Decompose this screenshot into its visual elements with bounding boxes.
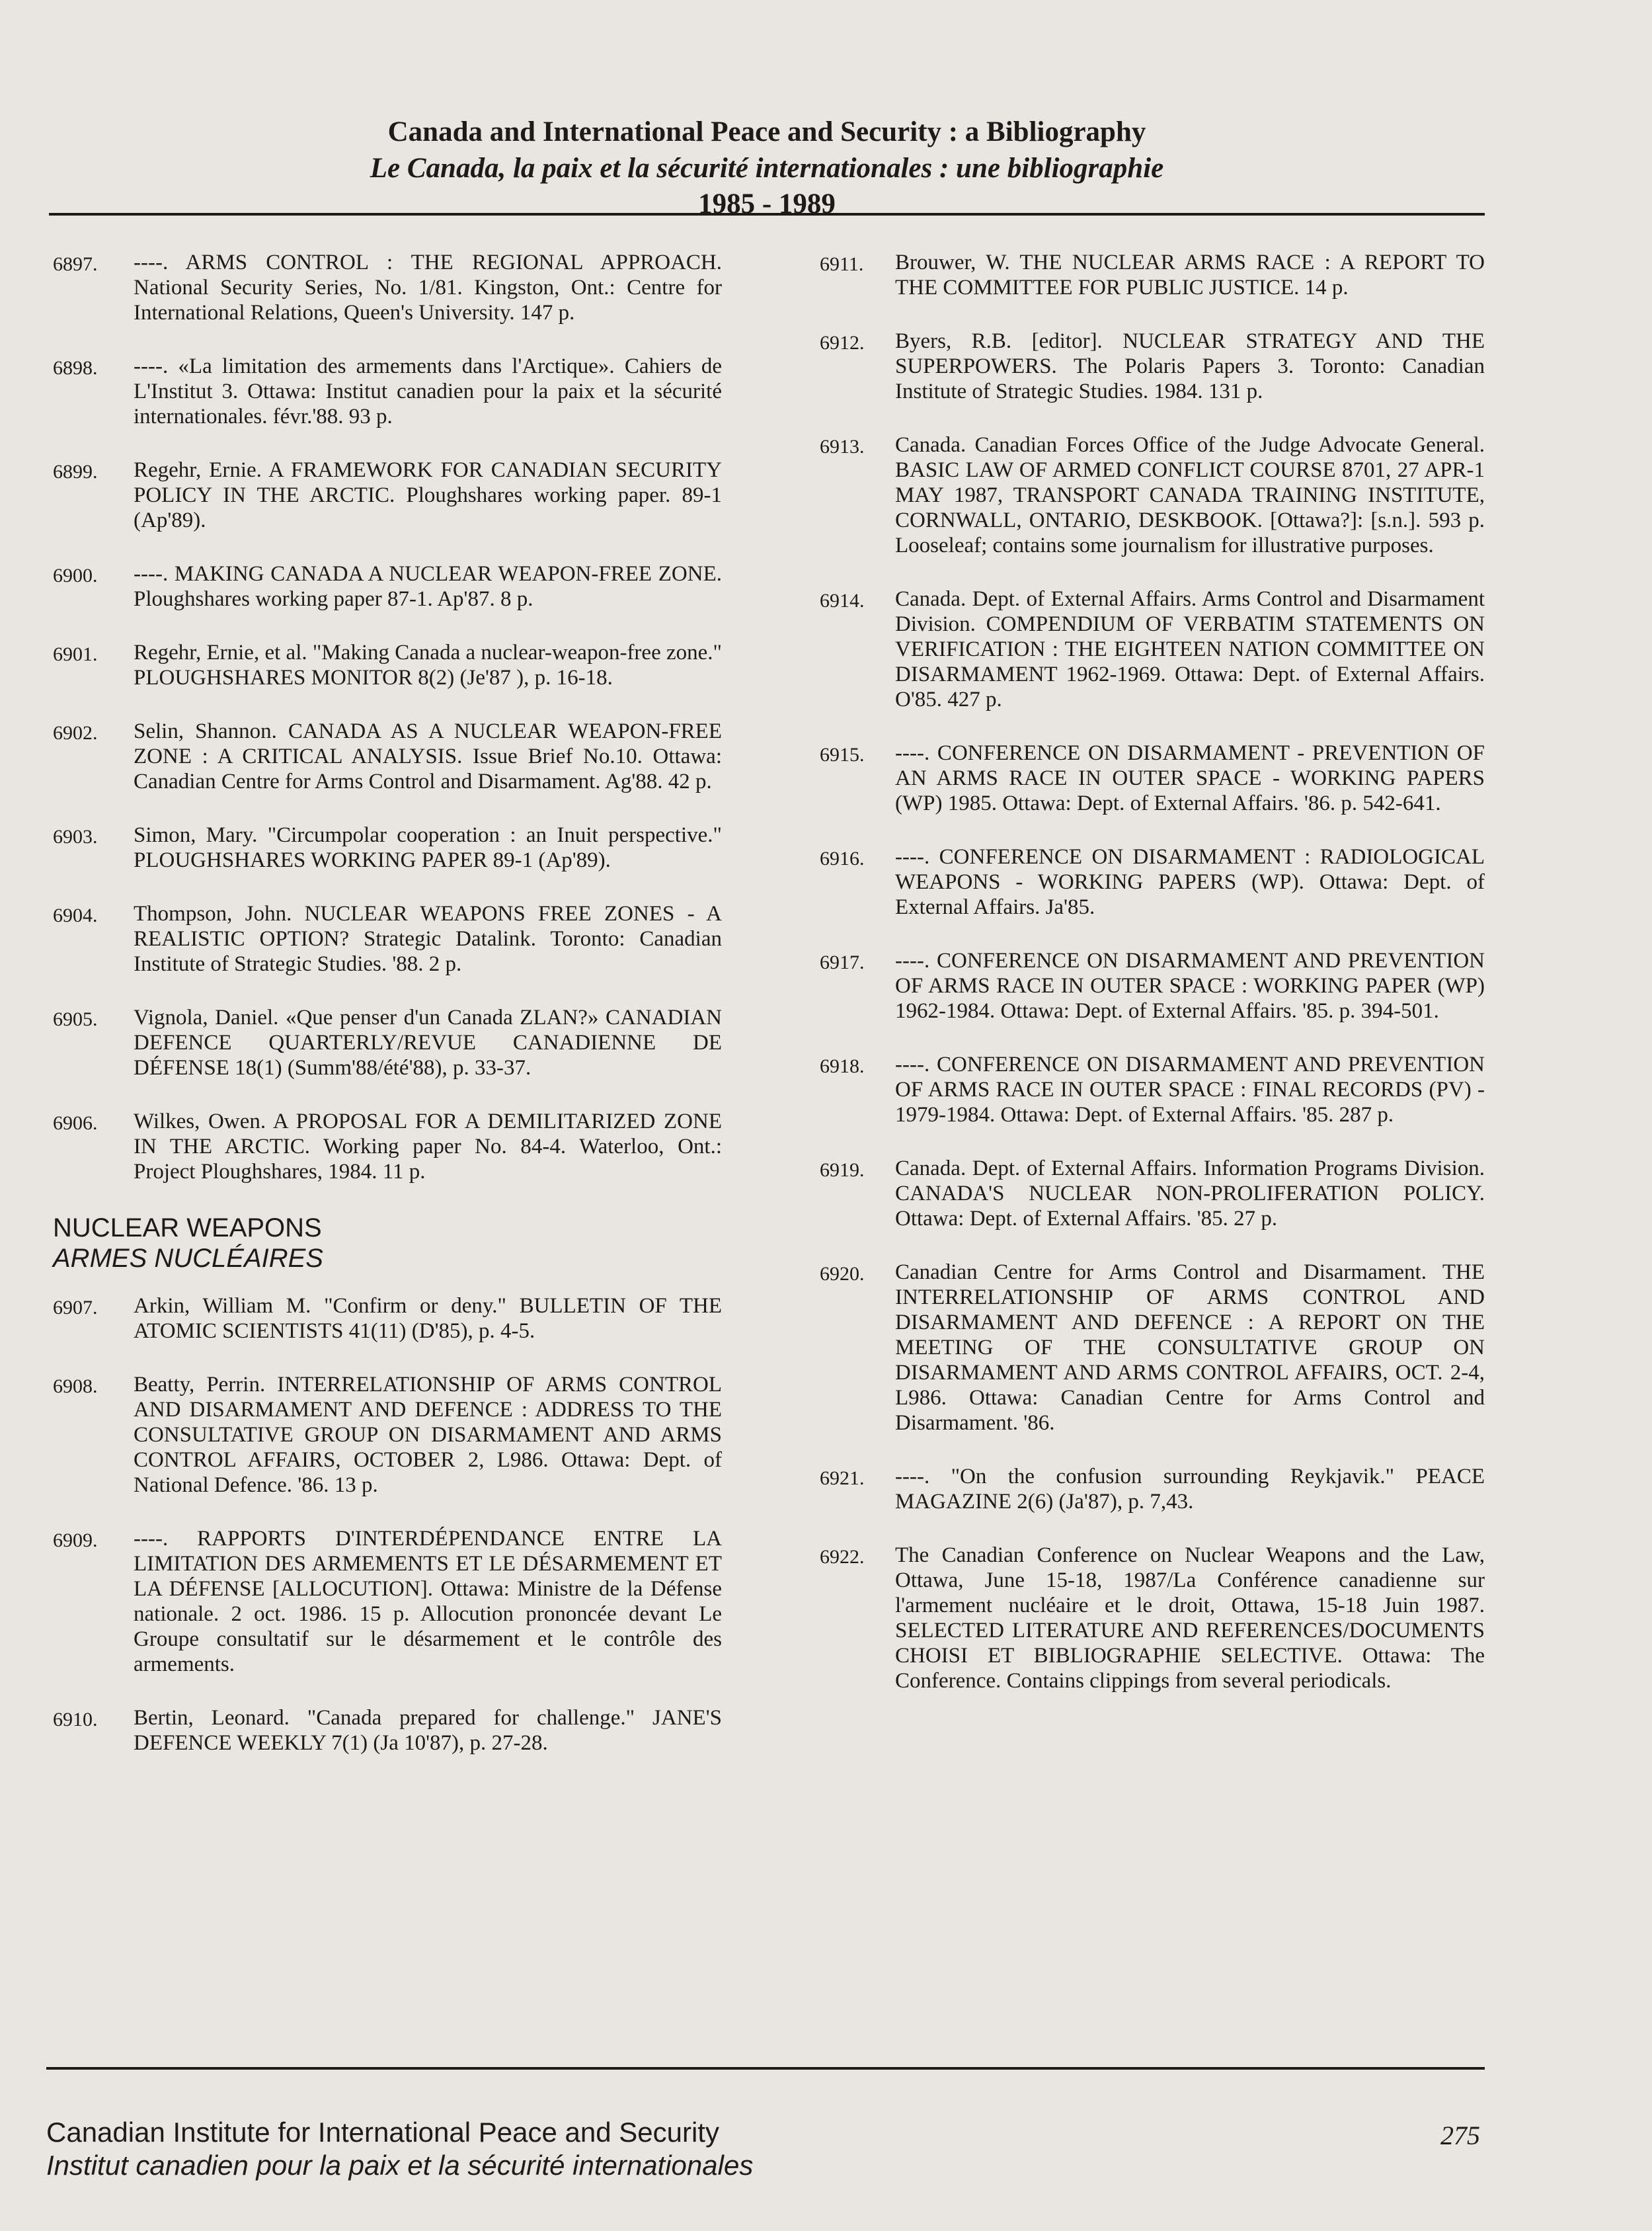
entry-number: 6914. [820,590,865,612]
bibliography-entry [53,1526,722,1677]
entry-text: Brouwer, W. THE NUCLEAR ARMS RACE : A REPORT TO THE COMMITTEE FOR PUBLIC JUSTICE. 14 p. [895,251,1485,300]
header-rule [49,213,1485,216]
bibliography-entry [53,561,722,612]
bibliography-entry [820,1543,1485,1693]
entry-text: Canadian Centre for Arms Control and Disarmament. THE INTERRELATIONSHIP OF ARMS CONTROL AND DISARMAMENT AND DEFENCE : A REPORT ON THE MEETING OF THE CONSULTATIVE GROUP ON DISARMAMENT AND ARMS CONTROL AFFAIRS, OCT. 2-4, L986. Ottawa: Canadian Centre for Arms Control and Disarmament. '86. [895,1260,1485,1435]
bibliography-entry [53,823,722,873]
entry-text: ----. CONFERENCE ON DISARMAMENT AND PREVENTION OF ARMS RACE IN OUTER SPACE : FINAL RECORDS (PV) - 1979-1984. Ottawa: Dept. of External Affairs. '85. 287 p. [895,1053,1485,1127]
header-years: 1985 - 1989 [698,188,836,220]
bibliography-entry [820,741,1485,816]
bibliography-entry [53,458,722,533]
entry-number: 6918. [820,1055,865,1077]
entry-text: ----. "On the confusion surrounding Reykjavik." PEACE MAGAZINE 2(6) (Ja'87), p. 7,43. [895,1465,1485,1514]
entry-text: ----. CONFERENCE ON DISARMAMENT : RADIOLOGICAL WEAPONS - WORKING PAPERS (WP). Ottawa: Dept. of External Affairs. Ja'85. [895,845,1485,919]
entry-number: 6917. [820,952,865,973]
entry-text: Vignola, Daniel. «Que penser d'un Canada ZLAN?» CANADIAN DEFENCE QUARTERLY/REVUE CANADIENNE DE DÉFENSE 18(1) (Summ'88/été'88), p. 33-37. [134,1006,722,1080]
bibliography-entry [820,329,1485,404]
entry-text: The Canadian Conference on Nuclear Weapons and the Law, Ottawa, June 15-18, 1987/La Conférence canadienne sur l'armement nucléaire et le droit, Ottawa, 15-18 Juin 1987. SELECTED LITERATURE AND REFERENCES/DOCUMENTS CHOISI ET BIBLIOGRAPHIE SELECTIVE. Ottawa: The Conference. Contains clippings from several periodicals. [895,1543,1485,1693]
entry-number: 6902. [53,722,98,744]
bibliography-entry [820,1156,1485,1231]
bibliography-entry [53,250,722,325]
bibliography-entry [53,640,722,690]
entry-text: Regehr, Ernie, et al. "Making Canada a nuclear-weapon-free zone." PLOUGHSHARES MONITOR 8(2) (Je'87 ), p. 16-18. [134,641,722,690]
entry-number: 6911. [820,253,864,275]
bibliography-entry [820,587,1485,712]
page-footer [46,2116,1302,2182]
entry-text: ----. «La limitation des armements dans l'Arctique». Cahiers de L'Institut 3. Ottawa: Institut canadien pour la paix et la sécurité internationales. févr.'88. 93 p. [134,354,722,428]
entry-text: ----. CONFERENCE ON DISARMAMENT AND PREVENTION OF ARMS RACE IN OUTER SPACE : WORKING PAPER (WP) 1962-1984. Ottawa: Dept. of External Affairs. '85. p. 394-501. [895,949,1485,1023]
bibliography-entry [820,948,1485,1024]
footer-org-fr: Institut canadien pour la paix et la sécurité internationales [46,2150,754,2181]
bibliography-entry [53,719,722,794]
entry-text: Selin, Shannon. CANADA AS A NUCLEAR WEAPON-FREE ZONE : A CRITICAL ANALYSIS. Issue Brief No.10. Ottawa: Canadian Centre for Arms Control and Disarmament. Ag'88. 42 p. [134,719,722,793]
bibliography-entry [820,1260,1485,1436]
entry-number: 6897. [53,253,98,275]
entry-number: 6898. [53,357,98,379]
bibliography-entry [53,1109,722,1184]
bibliography-entry [820,250,1485,300]
entry-number: 6922. [820,1546,865,1568]
entry-text: Regehr, Ernie. A FRAMEWORK FOR CANADIAN SECURITY POLICY IN THE ARCTIC. Ploughshares working paper. 89-1 (Ap'89). [134,458,722,532]
entry-number: 6919. [820,1159,865,1181]
footer-org-en: Canadian Institute for International Peace and Security [46,2117,719,2148]
entry-number: 6913. [820,436,865,458]
entry-text: Simon, Mary. "Circumpolar cooperation : an Inuit perspective." PLOUGHSHARES WORKING PAPER 89-1 (Ap'89). [134,823,722,872]
entry-text: Thompson, John. NUCLEAR WEAPONS FREE ZONES - A REALISTIC OPTION? Strategic Datalink. Toronto: Canadian Institute of Strategic Studies. '88. 2 p. [134,902,722,976]
right-entries [820,250,1485,1693]
section-title-fr: ARMES NUCLÉAIRES [53,1244,323,1273]
entry-number: 6904. [53,905,98,926]
entry-text: Byers, R.B. [editor]. NUCLEAR STRATEGY AND THE SUPERPOWERS. The Polaris Papers 3. Toronto: Canadian Institute of Strategic Studies. 1984. 131 p. [895,329,1485,403]
entry-number: 6905. [53,1008,98,1030]
header-title-en: Canada and International Peace and Security : a Bibliography [387,116,1146,147]
left-entries-b [53,1293,722,1756]
entry-text: Bertin, Leonard. "Canada prepared for challenge." JANE'S DEFENCE WEEKLY 7(1) (Ja 10'87), p. 27-28. [134,1706,722,1755]
bibliography-entry [53,354,722,429]
entry-text: Beatty, Perrin. INTERRELATIONSHIP OF ARMS CONTROL AND DISARMAMENT AND DEFENCE : ADDRESS TO THE CONSULTATIVE GROUP ON DISARMAMENT AND ARMS CONTROL AFFAIRS, OCTOBER 2, L986. Ottawa: Dept. of National Defence. '86. 13 p. [134,1373,722,1497]
page-number: 275 [1440,2121,1480,2150]
entry-text: ----. MAKING CANADA A NUCLEAR WEAPON-FREE ZONE. Ploughshares working paper 87-1. Ap'87. 8 p. [134,562,722,611]
entry-number: 6907. [53,1297,98,1318]
entry-text: Arkin, William M. "Confirm or deny." BULLETIN OF THE ATOMIC SCIENTISTS 41(11) (D'85), p. 4-5. [134,1294,722,1343]
entry-number: 6916. [820,848,865,870]
entry-text: ----. ARMS CONTROL : THE REGIONAL APPROACH. National Security Series, No. 1/81. Kingston, Ont.: Centre for International Relations, Queen's University. 147 p. [134,251,722,325]
entry-number: 6910. [53,1709,98,1730]
bibliography-entry [53,1372,722,1498]
right-column [820,250,1485,1722]
entry-number: 6903. [53,826,98,848]
header-title-fr: Le Canada, la paix et la sécurité internationales : une bibliographie [370,153,1164,184]
bibliography-entry [820,844,1485,920]
entry-number: 6909. [53,1529,98,1551]
entry-text: Canada. Canadian Forces Office of the Judge Advocate General. BASIC LAW OF ARMED CONFLICT COURSE 8701, 27 APR-1 MAY 1987, TRANSPORT CANADA TRAINING INSTITUTE, CORNWALL, ONTARIO, DESKBOOK. [Ottawa?]: [s.n.]. 593 p. Looseleaf; contains some journalism for illustrative purposes. [895,433,1485,557]
page-header [49,114,1485,222]
entry-number: 6908. [53,1375,98,1397]
entry-number: 6912. [820,332,865,354]
section-heading [53,1213,722,1274]
bibliography-entry [53,901,722,977]
entry-number: 6915. [820,744,865,766]
entry-text: ----. RAPPORTS D'INTERDÉPENDANCE ENTRE LA LIMITATION DES ARMEMENTS ET LE DÉSARMEMENT ET LA DÉFENSE [ALLOCUTION]. Ottawa: Ministre de la Défense nationale. 2 oct. 1986. 15 p. Allocution prononcée devant Le Groupe consultatif sur le désarmement et le contrôle des armements. [134,1527,722,1676]
entry-text: Wilkes, Owen. A PROPOSAL FOR A DEMILITARIZED ZONE IN THE ARCTIC. Working paper No. 84-4. Waterloo, Ont.: Project Ploughshares, 1984. 11 p. [134,1110,722,1184]
entry-number: 6901. [53,643,98,665]
entry-text: ----. CONFERENCE ON DISARMAMENT - PREVENTION OF AN ARMS RACE IN OUTER SPACE - WORKING PAPERS (WP) 1985. Ottawa: Dept. of External Affairs. '86. p. 542-641. [895,741,1485,815]
entry-number: 6900. [53,565,98,587]
bibliography-entry [53,1005,722,1080]
entry-number: 6921. [820,1467,865,1489]
entry-number: 6899. [53,461,98,483]
entry-text: Canada. Dept. of External Affairs. Information Programs Division. CANADA'S NUCLEAR NON-PROLIFERATION POLICY. Ottawa: Dept. of External Affairs. '85. 27 p. [895,1156,1485,1231]
bibliography-entry [820,1052,1485,1127]
bibliography-entry [820,1464,1485,1514]
footer-rule [46,2067,1485,2070]
left-entries-a [53,250,722,1184]
left-column [53,250,722,1784]
entry-text: Canada. Dept. of External Affairs. Arms Control and Disarmament Division. COMPENDIUM OF VERBATIM STATEMENTS ON VERIFICATION : THE EIGHTEEN NATION COMMITTEE ON DISARMAMENT 1962-1969. Ottawa: Dept. of External Affairs. O'85. 427 p. [895,587,1485,711]
bibliography-entry [53,1293,722,1344]
section-title-en: NUCLEAR WEAPONS [53,1213,322,1242]
bibliography-entry [53,1705,722,1756]
bibliography-entry [820,432,1485,558]
entry-number: 6906. [53,1112,98,1134]
entry-number: 6920. [820,1263,865,1285]
